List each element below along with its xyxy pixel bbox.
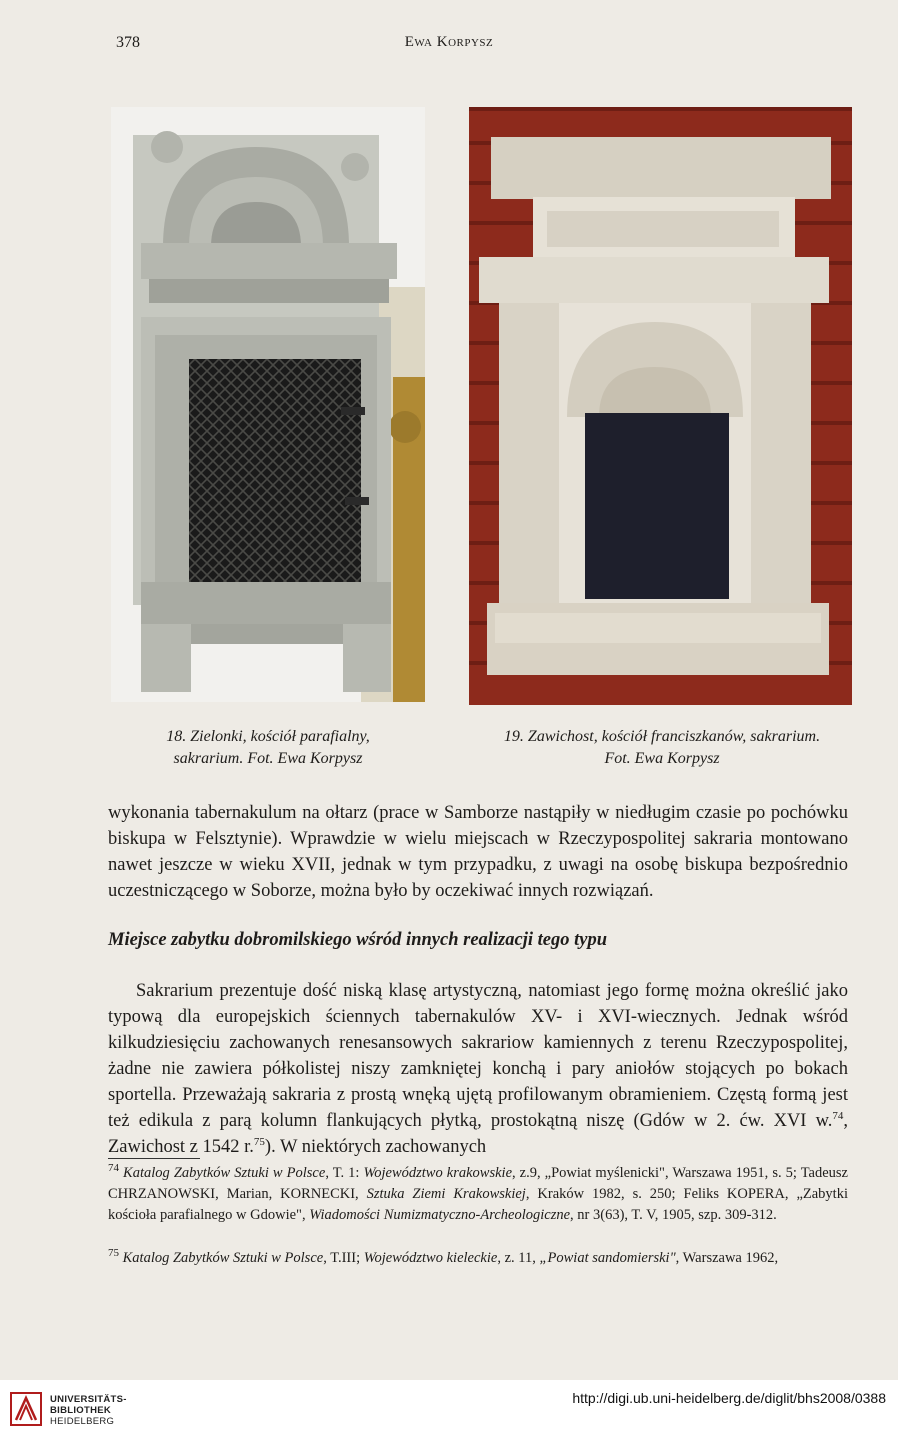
footnote-74-italic: Województwo krakowskie <box>363 1165 513 1181</box>
figure-18-photo <box>111 107 425 702</box>
figure-19-caption-line-2: Fot. Ewa Korpysz <box>604 750 720 767</box>
footnote-74-text: , Kraków 1982, s. 250; Feliks KOPERA, „Zabytki kościoła parafialnego w Gdowie", <box>108 1186 848 1223</box>
paragraph-2-text-a: Sakrarium prezentuje dość niską klasę artystyczną, natomiast jego formę można określić jako typową dla europejskich ściennych tabernakulów XV- i XVI-wiecznych. Jednak wśród kilkudziesięciu zachowanych renesansowych sakrariow kamiennych z terenu Rzeczypospolitej, żadne nie zawiera półkolistej niszy zamkniętej konchą i pary aniołów stojących po bokach sportella. Przeważają sakraria z prostą wnęką ujętą profilowanym obramieniem. Częstą formą jest też edikula z parą kolumn flankujących płytką, prostokątną niszę (Gdów w 2. ćw. XVI w. <box>108 981 848 1131</box>
footnote-75-italic: Województwo kieleckie <box>363 1250 498 1266</box>
figure-18-caption <box>111 726 425 770</box>
footnote-ref-74[interactable]: 74 <box>832 1109 844 1122</box>
paragraph-2-text-b: , Zawichost z 1542 r. <box>108 1111 848 1157</box>
footnote-74-text: , z.9, „Powiat myślenicki", Warszawa 1951, s. 5; Tadeusz CHRZANOWSKI, Marian, KORNECKI, <box>108 1165 848 1202</box>
logo-line-3: HEIDELBERG <box>50 1416 115 1427</box>
footnote-75-text: , T.III; <box>323 1250 364 1266</box>
footnote-74-italic: Wiadomości Numizmatyczno-Archeologiczne <box>309 1207 571 1223</box>
body-paragraph-1: wykonania tabernakulum na ołtarz (prace w Samborze nastąpiły w niedługim czasie po pochówku biskupa w Felsztynie). Wprawdzie w wielu miejscach w Rzeczypospolitej sakraria montowano nawet jeszcze w wieku XVII, jednak w tym przypadku, z uwagi na osobę biskupa bezpośrednio uczestniczącego w Soborze, można było by oczekiwać innych rozwiązań. <box>108 803 848 901</box>
library-logo-text <box>50 1394 127 1427</box>
page-url-link[interactable]: http://digi.ub.uni-heidelberg.de/diglit/bhs2008/0388 <box>572 1390 886 1406</box>
figure-19-caption <box>452 726 872 770</box>
logo-line-1: UNIVERSITÄTS- <box>50 1394 127 1405</box>
sacrarium-zielonki-image <box>111 107 425 702</box>
footnote-74 <box>108 1163 848 1226</box>
figure-18-caption-line-2: sakrarium. Fot. Ewa Korpysz <box>173 750 363 767</box>
logo-line-2: BIBLIOTHEK <box>50 1405 112 1416</box>
footnote-75-number: 75 <box>108 1247 119 1260</box>
footnote-75-text: , z. 11, <box>497 1250 540 1266</box>
figure-18-caption-line-1: 18. Zielonki, kościół parafialny, <box>166 728 370 745</box>
footnote-ref-75[interactable]: 75 <box>253 1135 265 1148</box>
running-head <box>0 34 898 51</box>
footnote-74-text: , nr 3(63), T. V, 1905, szp. 309-312. <box>570 1207 777 1223</box>
footnote-75-title: Katalog Zabytków Sztuki w Polsce <box>122 1250 324 1266</box>
sacrarium-zawichost-image <box>469 107 852 705</box>
footnote-divider <box>108 1158 200 1159</box>
footnote-75 <box>108 1248 848 1269</box>
footnote-75-italic: „Powiat sandomierski" <box>539 1250 676 1266</box>
footnote-74-italic: Sztuka Ziemi Krakowskiej <box>366 1186 526 1202</box>
figure-19-caption-line-1: 19. Zawichost, kościół franciszkanów, sakrarium. <box>503 728 821 745</box>
section-heading: Miejsce zabytku dobromilskiego wśród innych realizacji tego typu <box>108 930 607 950</box>
footnote-74-number: 74 <box>108 1162 119 1175</box>
figure-19-photo <box>469 107 852 705</box>
footnote-75-text: , Warszawa 1962, <box>675 1250 779 1266</box>
body-paragraph-2 <box>108 978 848 1160</box>
footnote-74-text: , T. 1: <box>325 1165 364 1181</box>
running-head-author: Ewa Korpysz <box>404 34 494 50</box>
paragraph-2-text-c: ). W niektórych zachowanych <box>264 1137 487 1157</box>
library-logo-icon <box>10 1392 42 1426</box>
viewer-footer <box>0 1380 898 1439</box>
footnote-74-title: Katalog Zabytków Sztuki w Polsce <box>123 1165 326 1181</box>
page-number: 378 <box>116 34 140 51</box>
